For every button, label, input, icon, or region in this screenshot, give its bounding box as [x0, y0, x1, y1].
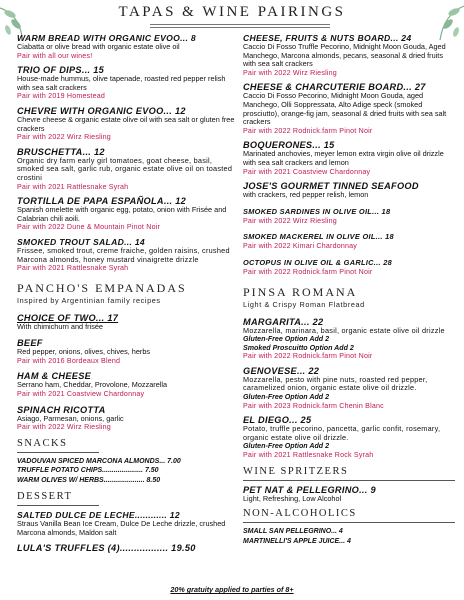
- gluten-free-option: Gluten-Free Option Add 2: [243, 442, 330, 451]
- wine-pairing: Pair with 2021 Rattlesnake Syrah: [17, 264, 129, 273]
- tinned-item: [243, 258, 455, 277]
- wine-pairing: Pair with 2022 Wirz Riesling: [243, 68, 337, 77]
- non-alcoholic-heading: NON-ALCOHOLICS: [243, 508, 357, 520]
- pinsa-subtitle: Light & Crispy Roman Flatbread: [243, 299, 365, 309]
- menu-item: [243, 366, 455, 410]
- item-description: Serrano ham, Cheddar, Provolone, Mozzarella: [17, 380, 168, 390]
- item-description: Light, Refreshing, Low Alcohol: [243, 493, 342, 503]
- tinned-item: [243, 232, 455, 251]
- item-description: With chimichurri and frisée: [17, 321, 103, 331]
- wine-pairing: Pair with 2016 Bordeaux Blend: [17, 356, 121, 365]
- wine-pairing: Pair with 2022 Rodnick.farm Pinot Noir: [243, 267, 373, 276]
- tinned-item: [243, 207, 455, 226]
- menu-item: [243, 82, 455, 135]
- spritzers-heading: WINE SPRITZERS: [243, 465, 349, 477]
- snacks-rule: [17, 452, 99, 453]
- pinsa-heading: PINSA ROMANA: [243, 284, 358, 299]
- wine-pairing: Pair with 2021 Coastview Chardonnay: [17, 390, 145, 399]
- non-alcoholic-rule: [243, 522, 455, 523]
- item-name: EL DIEGO... 25: [243, 415, 312, 426]
- menu-item: [243, 140, 455, 176]
- menu-item: [17, 543, 235, 553]
- item-description: Potato, truffle pecorino, pancetta, garlic confit, rosemary, organic estate olive oil drizzle.: [243, 424, 441, 442]
- item-name: TORTILLA DE PAPA ESPAÑOLA... 12: [17, 196, 187, 207]
- item-name: OCTOPUS IN OLIVE OIL & GARLIC... 28: [243, 257, 393, 267]
- wine-pairing: Pair with 2023 Rodnick.farm Chenin Blanc: [243, 401, 384, 410]
- item-name: SMOKED SARDINES IN OLIVE OIL... 18: [243, 206, 391, 216]
- item-name: WARM BREAD WITH ORGANIC EVOO... 8: [17, 33, 196, 43]
- item-name: PET NAT & PELLEGRINO... 9: [243, 484, 376, 495]
- item-name: BOQUERONES... 15: [243, 140, 335, 151]
- wine-pairing: Pair with 2021 Rattlesnake Rock Syrah: [243, 451, 374, 460]
- item-description: Ciabatta or olive bread with organic estate olive oil: [17, 42, 180, 51]
- wine-pairing: Pair with 2022 Wirz Riesling: [243, 216, 337, 225]
- item-name: BRUSCHETTA... 12: [17, 146, 105, 157]
- item-name: CHEESE, FRUITS & NUTS BOARD... 24: [243, 33, 412, 43]
- item-description: Organic dry farm early girl tomatoes, goat cheese, basil, smoked sea salt, garlic rub, organic estate olive oil on toasted crostini: [17, 155, 233, 182]
- item-name: SMOKED MACKEREL IN OLIVE OIL... 18: [243, 232, 394, 242]
- item-name: BEEF: [17, 338, 43, 349]
- title-rule-top: [150, 24, 330, 25]
- menu-item: [17, 147, 235, 191]
- item-name: HAM & CHEESE: [17, 371, 92, 382]
- item-description: Mozzarella, marinara, basil, organic estate olive oil drizzle: [243, 325, 445, 335]
- menu-item: [17, 106, 235, 142]
- item-description: Straus Vanilla Bean Ice Cream, Dulce De Leche drizzle, crushed Marcona almonds, Maldon salt: [17, 519, 226, 537]
- menu-item: [17, 371, 235, 398]
- item-name: JOSE'S GOURMET TINNED SEAFOOD: [243, 181, 419, 192]
- item-description: Asiago, Parmesan, onions, garlic: [17, 413, 124, 423]
- menu-item: [17, 338, 235, 365]
- menu-item: [243, 317, 455, 361]
- wine-pairing: Pair with 2022 Wirz Riesling: [17, 423, 111, 432]
- item-name: TRIO OF DIPS... 15: [17, 65, 105, 76]
- item-description: Red pepper, onions, olives, chives, herbs: [17, 347, 151, 357]
- menu-item: [17, 33, 235, 60]
- wine-pairing: Pair with 2022 Rodnick.farm Pinot Noir: [243, 126, 373, 135]
- spritzers-rule: [243, 480, 455, 481]
- snack-item: WARM OLIVES W/ HERBS..................... 8.50: [17, 476, 161, 484]
- item-name: SMOKED TROUT SALAD... 14: [17, 236, 145, 247]
- item-name: LULA'S TRUFFLES (4)................. 19.50: [17, 542, 196, 553]
- item-name: GENOVESE... 22: [243, 365, 320, 376]
- snacks-heading: SNACKS: [17, 437, 68, 449]
- dessert-heading: DESSERT: [17, 491, 73, 503]
- empanadas-subtitle: Inspired by Argentinian family recipes: [17, 295, 161, 305]
- wine-pairing: Pair with 2022 Dune & Mountain Pinot Noir: [17, 223, 161, 232]
- item-name: CHEVRE WITH ORGANIC EVOO... 12: [17, 105, 186, 116]
- menu-item: [243, 415, 455, 459]
- menu-item: [243, 181, 455, 200]
- item-name: SALTED DULCE DE LECHE............ 12: [17, 510, 180, 521]
- wine-pairing: Pair with 2022 Wirz Riesling: [17, 133, 111, 142]
- item-description: Chevre cheese & organic estate olive oil with sea salt or gluten free crackers: [17, 114, 235, 133]
- item-name: CHOICE OF TWO... 17: [17, 312, 119, 323]
- dessert-rule: [17, 505, 99, 506]
- drink-item: SMALL SAN PELLEGRINO... 4: [243, 528, 343, 536]
- gratuity-note: 20% gratuity applied to parties of 8+: [170, 585, 294, 594]
- title-rule-bottom: [150, 27, 330, 28]
- menu-item: [17, 313, 235, 332]
- item-description: House-made hummus, olive tapenade, roasted red pepper relish with sea salt crackers: [17, 74, 226, 92]
- item-description: Caccio Di Fosso Pecorino, Midnight Moon Gouda, aged Manchego, Olli Soppressata, Alto Adige speck (smoked prosciutto), orange-fig jam, seasonal & dried fruits with sea salt crackers: [243, 91, 447, 127]
- menu-item: [17, 405, 235, 432]
- snack-item: TRUFFLE POTATO CHIPS..................... 7.50: [17, 467, 159, 475]
- item-description: Caccio Di Fosso Truffle Pecorino, Midnight Moon Gouda, Aged Manchego, Marcona almonds, pecans, seasonal & dried fruits with sea salt crackers: [243, 42, 446, 69]
- wine-pairing: Pair with 2022 Rodnick.farm Pinot Noir: [243, 352, 373, 361]
- menu-item: [17, 510, 235, 537]
- wine-pairing: Pair with 2021 Rattlesnake Syrah: [17, 182, 129, 191]
- item-description: Marinated anchovies, meyer lemon extra virgin olive oil drizzle with sea salt crackers and lemon: [243, 149, 444, 167]
- item-name: MARGARITA... 22: [243, 316, 324, 327]
- gluten-free-option: Gluten-Free Option Add 2: [243, 335, 330, 344]
- empanadas-heading: PANCHO'S EMPANADAS: [17, 280, 187, 295]
- wine-pairing: Pair with 2022 Kimari Chardonnay: [243, 242, 358, 251]
- gluten-free-option: Gluten-Free Option Add 2: [243, 393, 330, 402]
- wine-pairing: Pair with 2021 Coastview Chardonnay: [243, 167, 371, 176]
- right-column: [243, 33, 455, 546]
- item-description: Mozzarella, pesto with pine nuts, roasted red pepper, caramelized onion, organic estate olive oil drizzle.: [243, 374, 428, 393]
- menu-item: [17, 237, 235, 273]
- wine-pairing: Pair with 2019 Homestead: [17, 92, 105, 101]
- wine-pairing: Pair with all our wines!: [17, 51, 93, 60]
- item-description: with crackers, red pepper relish, lemon: [243, 190, 369, 200]
- left-column: [17, 33, 235, 558]
- menu-item: [243, 33, 455, 77]
- page-title: TAPAS & WINE PAIRINGS: [118, 4, 346, 20]
- snack-item: VADOUVAN SPICED MARCONA ALMONDS... 7.00: [17, 457, 181, 465]
- menu-item: [17, 196, 235, 232]
- menu-item: [17, 65, 235, 101]
- item-description: Frissee, smoked trout, creme fraiche, golden raisins, crushed Marcona almonds, honey mustard vinaigrette drizzle: [17, 245, 230, 264]
- prosciutto-option: Smoked Proscuitto Option Add 2: [243, 343, 354, 352]
- item-description: Spanish omelette with organic egg, potato, onion with Frisée and Calabrian chili aoili.: [17, 205, 227, 223]
- drink-item: MARTINELLI'S APPLE JUICE... 4: [243, 537, 351, 545]
- menu-item: [243, 485, 455, 504]
- item-name: SPINACH RICOTTA: [17, 404, 106, 415]
- item-name: CHEESE & CHARCUTERIE BOARD... 27: [243, 82, 426, 93]
